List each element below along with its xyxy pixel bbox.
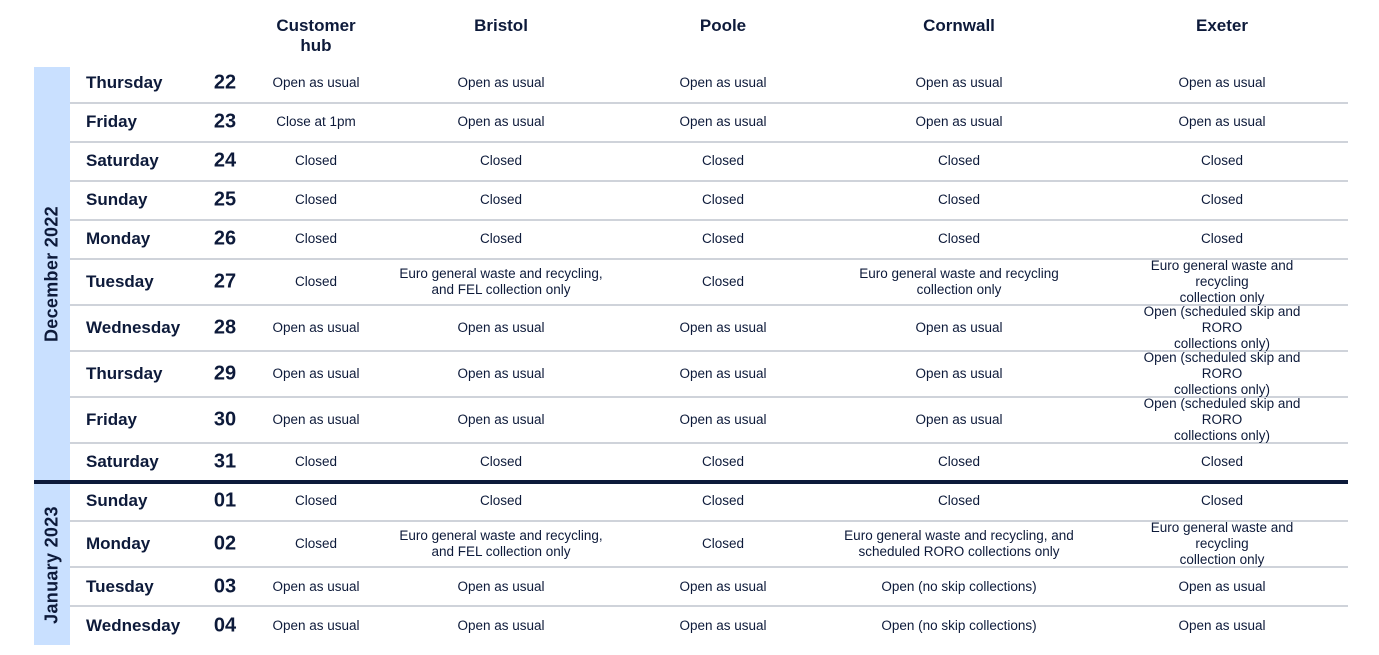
status-cell: Closed: [479, 454, 523, 469]
status-cell: Closed: [479, 153, 523, 168]
status-cell: Closed: [294, 274, 338, 289]
status-cell: Open as usual: [915, 320, 1003, 335]
status-cell: Closed: [701, 192, 745, 207]
row-divider: [70, 180, 1348, 182]
day-name: Wednesday: [86, 318, 181, 337]
month-label: January 2023: [41, 505, 62, 624]
day-name: Tuesday: [86, 577, 154, 596]
day-name: Wednesday: [86, 616, 181, 635]
day-number: 22: [213, 71, 237, 94]
status-cell: Open as usual: [272, 579, 360, 594]
status-cell: Open (scheduled skip and RORO collections only): [1143, 396, 1301, 443]
day-number: 27: [213, 270, 237, 293]
status-cell: Euro general waste and recycling, and FEL collection only: [399, 266, 603, 297]
row-divider: [70, 102, 1348, 104]
status-cell: Closed: [701, 536, 745, 551]
day-number: 30: [213, 408, 237, 431]
day-number: 29: [213, 362, 237, 385]
status-cell: Open as usual: [457, 618, 545, 633]
status-cell: Open as usual: [457, 320, 545, 335]
status-cell: Open as usual: [1178, 75, 1266, 90]
status-cell: Closed: [701, 274, 745, 289]
status-cell: Closed: [479, 192, 523, 207]
row-divider: [70, 219, 1348, 221]
day-number: 25: [213, 188, 237, 211]
status-cell: Closed: [294, 153, 338, 168]
day-number: 02: [213, 532, 237, 555]
status-cell: Open as usual: [272, 320, 360, 335]
column-header: Bristol: [474, 16, 528, 35]
status-cell: Closed: [701, 454, 745, 469]
day-number: 03: [213, 575, 237, 598]
status-cell: Euro general waste and recycling collection only: [1150, 520, 1294, 567]
status-cell: Closed: [937, 454, 981, 469]
status-cell: Closed: [294, 231, 338, 246]
column-header: Cornwall: [923, 16, 995, 35]
day-name: Saturday: [86, 452, 159, 471]
status-cell: Open as usual: [679, 579, 767, 594]
day-name: Monday: [86, 229, 151, 248]
day-number: 31: [213, 450, 237, 473]
status-cell: Open as usual: [915, 412, 1003, 427]
day-name: Thursday: [86, 364, 163, 383]
status-cell: Open as usual: [679, 320, 767, 335]
status-cell: Open as usual: [272, 412, 360, 427]
status-cell: Open as usual: [272, 366, 360, 381]
day-number: 04: [213, 614, 237, 637]
day-number: 24: [213, 149, 237, 172]
month-divider: [34, 480, 1348, 484]
status-cell: Open as usual: [457, 114, 545, 129]
status-cell: Closed: [701, 231, 745, 246]
status-cell: Closed: [1200, 231, 1244, 246]
status-cell: Closed: [1200, 454, 1244, 469]
status-cell: Euro general waste and recycling collection only: [1150, 258, 1294, 305]
status-cell: Open as usual: [915, 75, 1003, 90]
row-divider: [70, 605, 1348, 607]
status-cell: Open (no skip collections): [881, 579, 1037, 594]
status-cell: Euro general waste and recycling, and FEL collection only: [399, 528, 603, 559]
status-cell: Open as usual: [457, 75, 545, 90]
status-cell: Open as usual: [679, 618, 767, 633]
status-cell: Open (scheduled skip and RORO collections only): [1143, 350, 1301, 397]
day-number: 01: [213, 489, 237, 512]
status-cell: Euro general waste and recycling collection only: [859, 266, 1059, 297]
month-label: December 2022: [41, 205, 62, 342]
status-cell: Closed: [294, 192, 338, 207]
status-cell: Open as usual: [915, 366, 1003, 381]
status-cell: Closed: [1200, 153, 1244, 168]
day-name: Monday: [86, 534, 151, 553]
row-divider: [70, 141, 1348, 143]
day-name: Saturday: [86, 151, 159, 170]
day-name: Friday: [86, 112, 138, 131]
status-cell: Open as usual: [457, 579, 545, 594]
status-cell: Closed: [701, 153, 745, 168]
day-number: 28: [213, 316, 237, 339]
day-name: Sunday: [86, 491, 148, 510]
status-cell: Closed: [937, 153, 981, 168]
status-cell: Open as usual: [1178, 114, 1266, 129]
day-number: 26: [213, 227, 237, 250]
column-header: Exeter: [1196, 16, 1248, 35]
status-cell: Open as usual: [272, 618, 360, 633]
status-cell: Open as usual: [679, 412, 767, 427]
status-cell: Open as usual: [457, 412, 545, 427]
status-cell: Open as usual: [679, 75, 767, 90]
status-cell: Open as usual: [1178, 618, 1266, 633]
day-number: 23: [213, 110, 237, 133]
status-cell: Closed: [479, 493, 523, 508]
status-cell: Closed: [294, 454, 338, 469]
status-cell: Closed: [479, 231, 523, 246]
status-cell: Open as usual: [679, 114, 767, 129]
status-cell: Closed: [294, 493, 338, 508]
status-cell: Open as usual: [272, 75, 360, 90]
status-cell: Closed: [294, 536, 338, 551]
status-cell: Close at 1pm: [276, 114, 356, 129]
column-header: Customer hub: [276, 16, 356, 55]
status-cell: Closed: [1200, 192, 1244, 207]
status-cell: Closed: [937, 231, 981, 246]
day-name: Sunday: [86, 190, 148, 209]
status-cell: Closed: [937, 192, 981, 207]
day-name: Tuesday: [86, 272, 154, 291]
status-cell: Open (no skip collections): [881, 618, 1037, 633]
day-name: Thursday: [86, 73, 163, 92]
status-cell: Closed: [701, 493, 745, 508]
status-cell: Closed: [937, 493, 981, 508]
status-cell: Closed: [1200, 493, 1244, 508]
day-name: Friday: [86, 410, 138, 429]
status-cell: Open as usual: [679, 366, 767, 381]
status-cell: Euro general waste and recycling, and scheduled RORO collections only: [844, 528, 1074, 559]
status-cell: Open (scheduled skip and RORO collections only): [1143, 304, 1301, 351]
column-header: Poole: [699, 16, 747, 35]
status-cell: Open as usual: [1178, 579, 1266, 594]
status-cell: Open as usual: [915, 114, 1003, 129]
status-cell: Open as usual: [457, 366, 545, 381]
